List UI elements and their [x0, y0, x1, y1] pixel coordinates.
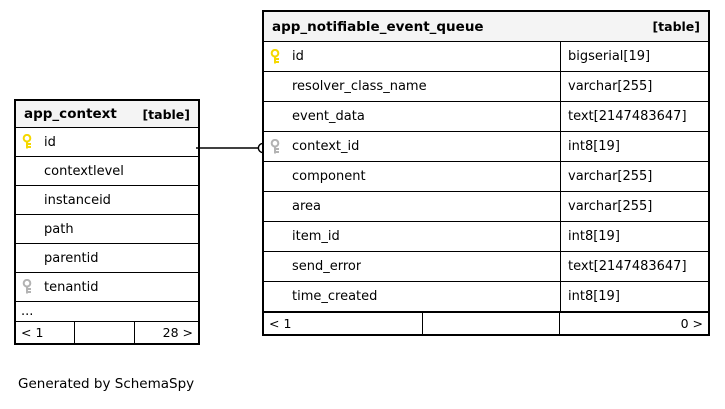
footer-middle	[422, 313, 559, 334]
table-app-context-footer	[16, 322, 198, 343]
table-app-context-header	[16, 101, 198, 128]
column-name: instanceid	[44, 192, 111, 208]
table-app-notifiable-event-queue-header	[264, 12, 708, 42]
table-row[interactable]	[16, 244, 198, 273]
table-row[interactable]	[16, 186, 198, 215]
column-type: int8[19]	[568, 139, 620, 154]
table-app-context-tag: [table]	[142, 106, 190, 122]
column-name: path	[44, 221, 74, 237]
column-type: varchar[255]	[568, 199, 653, 214]
diagram-caption: Generated by SchemaSpy	[18, 376, 195, 392]
key-spacer	[264, 72, 286, 101]
column-type: text[2147483647]	[568, 259, 687, 274]
key-spacer	[264, 222, 286, 251]
primary-key-icon	[16, 128, 38, 156]
table-row[interactable]	[264, 282, 708, 312]
footer-next-count[interactable]: 28 >	[134, 322, 198, 343]
key-spacer	[16, 215, 38, 243]
column-name: context_id	[292, 139, 360, 154]
table-row[interactable]	[264, 252, 708, 282]
key-spacer	[16, 186, 38, 214]
column-name: area	[292, 199, 321, 214]
key-spacer	[16, 244, 38, 272]
column-name: item_id	[292, 229, 340, 244]
column-type: text[2147483647]	[568, 109, 687, 124]
footer-prev-count[interactable]: < 1	[21, 325, 44, 340]
key-spacer	[264, 102, 286, 131]
column-type: bigserial[19]	[568, 49, 651, 64]
relationship-connector	[196, 128, 272, 168]
column-name: id	[44, 134, 56, 150]
column-name: event_data	[292, 109, 365, 124]
table-row[interactable]	[264, 132, 708, 162]
table-row[interactable]	[264, 72, 708, 102]
column-name: parentid	[44, 250, 99, 266]
table-row[interactable]	[16, 273, 198, 302]
column-type: varchar[255]	[568, 79, 653, 94]
table-row[interactable]	[264, 222, 708, 252]
table-app-notifiable-event-queue[interactable]	[262, 10, 710, 336]
footer-prev-count[interactable]: < 1	[269, 316, 292, 331]
key-spacer	[16, 157, 38, 185]
column-type: int8[19]	[568, 229, 620, 244]
table-row[interactable]	[16, 157, 198, 186]
table-row[interactable]	[16, 215, 198, 244]
primary-key-icon	[264, 42, 286, 71]
more-columns-indicator: ...	[16, 302, 198, 322]
footer-middle	[74, 322, 134, 343]
key-spacer	[264, 192, 286, 221]
column-name: resolver_class_name	[292, 79, 427, 94]
key-spacer	[264, 252, 286, 281]
key-spacer	[264, 282, 286, 311]
column-name: time_created	[292, 289, 378, 304]
table-app-notifiable-event-queue-title: app_notifiable_event_queue	[272, 18, 484, 35]
foreign-key-icon	[16, 273, 38, 301]
column-type: int8[19]	[568, 289, 620, 304]
table-app-notifiable-event-queue-tag: [table]	[652, 19, 700, 34]
column-name: id	[292, 49, 304, 64]
table-row[interactable]	[16, 128, 198, 157]
foreign-key-icon	[264, 132, 286, 161]
column-name: component	[292, 169, 366, 184]
column-type: varchar[255]	[568, 169, 653, 184]
table-app-context[interactable]	[14, 99, 200, 345]
table-row[interactable]	[264, 192, 708, 222]
footer-next-count[interactable]: 0 >	[559, 313, 708, 334]
table-row[interactable]	[264, 102, 708, 132]
table-app-notifiable-event-queue-footer	[264, 312, 708, 334]
column-name: tenantid	[44, 279, 99, 295]
column-name: contextlevel	[44, 163, 124, 179]
table-row[interactable]	[264, 162, 708, 192]
table-app-context-title: app_context	[24, 106, 117, 122]
table-row[interactable]	[264, 42, 708, 72]
key-spacer	[264, 162, 286, 191]
column-name: send_error	[292, 259, 362, 274]
